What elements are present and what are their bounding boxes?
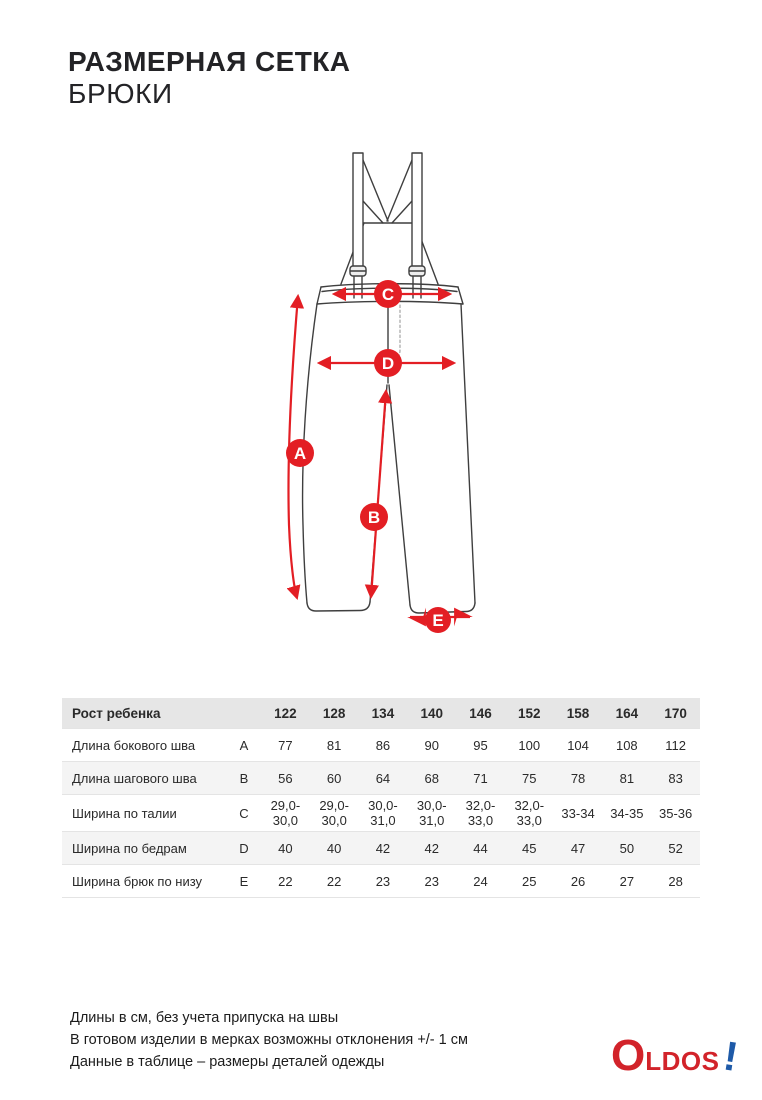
page-title: РАЗМЕРНАЯ СЕТКА	[68, 46, 351, 77]
value-cell: 30,0-31,0	[368, 798, 398, 828]
value-cell: 40	[326, 840, 342, 856]
value-cell: 60	[326, 770, 342, 786]
value-cell: 45	[522, 840, 537, 856]
table-row	[62, 865, 700, 898]
size-table-header-letter	[227, 710, 261, 716]
row-letter: D	[239, 840, 249, 856]
size-header-cell: 128	[322, 705, 346, 721]
value-cell: 26	[570, 873, 586, 889]
value-cell: 77	[278, 737, 293, 753]
pants-measurement-diagram	[250, 140, 550, 660]
value-cell: 42	[375, 840, 391, 856]
size-header-cell: 146	[469, 705, 492, 721]
value-cell: 28	[668, 873, 683, 889]
value-cell: 78	[570, 770, 586, 786]
value-cell: 40	[278, 840, 293, 856]
row-label: Длина бокового шва	[72, 737, 196, 753]
value-cell: 71	[473, 770, 488, 786]
value-cell: 108	[615, 737, 638, 753]
value-cell: 27	[619, 873, 635, 889]
badge-e-label: E	[432, 611, 444, 630]
note-line: Данные в таблице – размеры деталей одежды	[70, 1054, 385, 1070]
size-table-header-row	[62, 698, 700, 729]
badge-b-label: B	[367, 508, 381, 527]
value-cell: 83	[668, 770, 683, 786]
table-row	[62, 729, 700, 762]
value-cell: 50	[619, 840, 635, 856]
value-cell: 35-36	[658, 805, 693, 821]
value-cell: 90	[424, 737, 439, 753]
badge-a-label: A	[293, 444, 307, 463]
measurement-arrows	[288, 294, 470, 617]
value-cell: 30,0-31,0	[416, 798, 447, 828]
value-cell: 24	[473, 873, 488, 889]
logo-exclamation: !	[720, 1032, 742, 1081]
table-row	[62, 795, 700, 832]
value-cell: 68	[424, 770, 439, 786]
suspender-right	[412, 153, 422, 267]
table-row	[62, 762, 700, 795]
size-header-cell: 122	[274, 705, 297, 721]
value-cell: 86	[375, 737, 391, 753]
buckle-right-icon	[409, 266, 425, 276]
pants-diagram-svg	[250, 140, 550, 660]
value-cell: 22	[326, 873, 342, 889]
value-cell: 81	[326, 737, 342, 753]
value-cell: 44	[473, 840, 488, 856]
value-cell: 22	[278, 873, 293, 889]
page-subtitle: БРЮКИ	[68, 78, 173, 109]
value-cell: 100	[518, 737, 541, 753]
back-strap-right-icon	[387, 160, 412, 221]
value-cell: 42	[424, 840, 439, 856]
note-line: В готовом изделии в мерках возможны отклонения +/- 1 см	[70, 1032, 468, 1048]
row-letter: B	[239, 770, 249, 786]
size-table	[62, 698, 700, 898]
value-cell: 112	[665, 737, 686, 753]
row-label: Ширина брюк по низу	[72, 873, 203, 889]
pants-outline	[303, 153, 475, 613]
value-cell: 64	[375, 770, 391, 786]
size-table-header-label: Рост ребенка	[72, 705, 161, 721]
buckle-left-icon	[350, 266, 366, 276]
arrow-inseam-b	[371, 391, 386, 597]
suspender-left	[353, 153, 363, 267]
table-row	[62, 832, 700, 865]
badge-c-label: C	[381, 285, 395, 304]
back-strap-left-icon	[363, 160, 388, 221]
row-letter: E	[239, 873, 249, 889]
row-label: Длина шагового шва	[72, 770, 197, 786]
value-cell: 47	[570, 840, 586, 856]
row-letter: A	[239, 737, 249, 753]
row-label: Ширина по бедрам	[72, 840, 187, 856]
size-header-cell: 170	[664, 705, 687, 721]
footer-notes	[70, 1007, 468, 1073]
logo-letters-ldos: LDOS	[645, 1046, 720, 1076]
size-header-cell: 158	[566, 705, 590, 721]
value-cell: 52	[668, 840, 683, 856]
logo-letter-o: O	[611, 1031, 646, 1080]
value-cell: 95	[473, 737, 488, 753]
row-letter: C	[239, 805, 249, 821]
value-cell: 81	[619, 770, 635, 786]
value-cell: 33-34	[561, 805, 595, 821]
oldos-logo	[611, 1031, 742, 1081]
size-header-cell: 134	[371, 705, 395, 721]
value-cell: 75	[522, 770, 537, 786]
badge-d-label: D	[381, 354, 395, 373]
value-cell: 23	[424, 873, 439, 889]
size-header-cell: 152	[518, 705, 541, 721]
value-cell: 104	[567, 737, 589, 753]
value-cell: 32,0-33,0	[514, 798, 545, 828]
size-header-cell: 164	[615, 705, 639, 721]
page-header	[68, 46, 350, 110]
note-line: Длины в см, без учета припуска на швы	[70, 1010, 339, 1026]
value-cell: 23	[375, 873, 391, 889]
value-cell: 29,0-30,0	[319, 798, 349, 828]
value-cell: 34-35	[610, 805, 644, 821]
row-label: Ширина по талии	[72, 805, 177, 821]
measurement-badges	[286, 280, 451, 633]
size-header-cell: 140	[420, 705, 443, 721]
value-cell: 29,0-30,0	[270, 798, 301, 828]
value-cell: 25	[522, 873, 537, 889]
value-cell: 56	[278, 770, 293, 786]
value-cell: 32,0-33,0	[465, 798, 496, 828]
